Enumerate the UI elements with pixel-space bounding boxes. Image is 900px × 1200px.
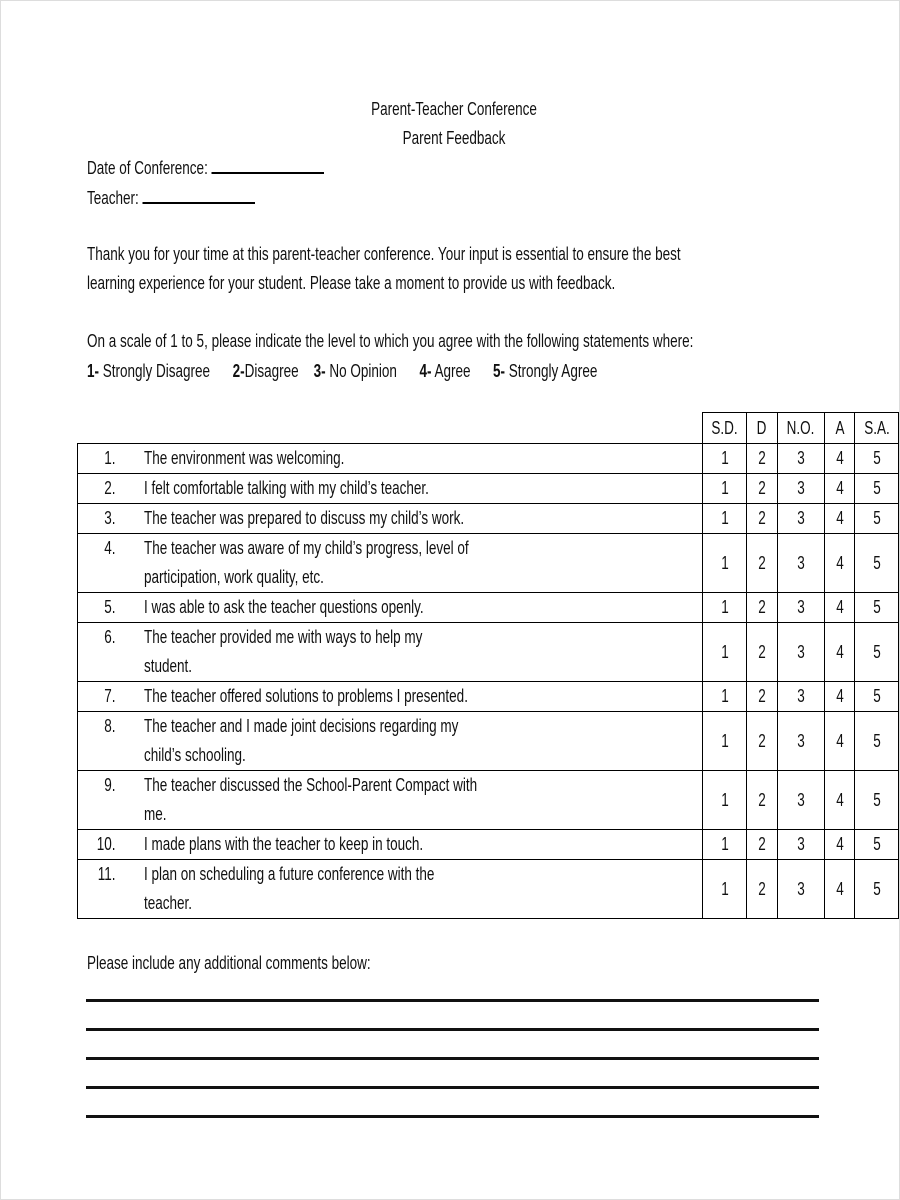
rating-value: 2 (758, 686, 766, 706)
question-text: The teacher provided me with ways to help my (144, 627, 423, 647)
scale-intro: On a scale of 1 to 5, please indicate the level to which you agree with the following statements where: (87, 331, 694, 351)
question-cell (78, 682, 703, 712)
question-number: 11. (97, 864, 116, 884)
rating-value: 4 (835, 878, 844, 899)
question-number: 4. (104, 538, 116, 558)
rating-option[interactable] (747, 771, 778, 830)
rating-value: 5 (872, 478, 881, 498)
rating-value: 1 (720, 478, 729, 498)
rating-value: 5 (872, 641, 881, 662)
question-number: 2. (104, 478, 116, 498)
rating-value: 3 (797, 552, 805, 573)
rating-option[interactable] (825, 623, 855, 682)
column-header: S.D. (703, 413, 747, 444)
question-number: 9. (104, 775, 116, 795)
question-number: 3. (104, 508, 116, 528)
column-header: A (825, 413, 855, 444)
rating-value: 3 (797, 448, 805, 468)
rating-value: 5 (872, 448, 881, 468)
question-number: 1. (104, 448, 116, 468)
rating-option[interactable] (825, 712, 855, 771)
question-text: teacher. (144, 893, 193, 913)
rating-value: 3 (797, 597, 805, 617)
rating-value: 4 (835, 508, 844, 528)
rating-option[interactable] (825, 830, 855, 860)
document-title: Parent-Teacher Conference (371, 99, 537, 119)
question-cell (78, 534, 703, 593)
rating-value: 4 (835, 686, 844, 706)
rating-option[interactable] (855, 623, 899, 682)
scale-label: Strongly Agree (505, 361, 598, 381)
rating-option[interactable] (777, 534, 824, 593)
feedback-table (77, 412, 899, 919)
rating-option[interactable] (747, 593, 778, 623)
question-text: The teacher offered solutions to problems I presented. (144, 686, 468, 706)
rating-option[interactable] (703, 623, 747, 682)
rating-option[interactable] (855, 534, 899, 593)
rating-value: 3 (797, 834, 805, 854)
rating-option[interactable] (825, 534, 855, 593)
table-row (78, 860, 899, 919)
rating-value: 3 (797, 686, 805, 706)
rating-value: 2 (758, 834, 766, 854)
rating-value: 5 (872, 834, 881, 854)
question-text: The teacher discussed the School-Parent Compact with (144, 775, 478, 795)
question-text: participation, work quality, etc. (144, 567, 324, 587)
rating-value: 2 (758, 508, 766, 528)
rating-value: 5 (872, 789, 881, 810)
comment-line[interactable] (86, 1028, 819, 1031)
rating-option[interactable] (855, 444, 899, 474)
rating-value: 2 (758, 552, 766, 573)
rating-value: 1 (720, 834, 729, 854)
rating-option[interactable] (703, 593, 747, 623)
rating-option[interactable] (747, 474, 778, 504)
rating-value: 2 (758, 448, 766, 468)
rating-option[interactable] (703, 444, 747, 474)
question-cell (78, 504, 703, 534)
rating-value: 5 (872, 730, 881, 751)
rating-value: 1 (720, 641, 729, 662)
comment-line[interactable] (86, 1115, 819, 1118)
rating-option[interactable] (825, 593, 855, 623)
scale-num: 1- (87, 361, 100, 381)
empty-header-cell (78, 413, 703, 444)
rating-value: 2 (758, 597, 766, 617)
scale-label: Disagree (244, 361, 299, 381)
rating-option[interactable] (777, 771, 824, 830)
rating-value: 5 (872, 508, 881, 528)
rating-value: 4 (835, 597, 844, 617)
question-cell (78, 623, 703, 682)
rating-option[interactable] (747, 534, 778, 593)
rating-option[interactable] (825, 474, 855, 504)
rating-value: 1 (720, 508, 729, 528)
question-cell (78, 860, 703, 919)
rating-option[interactable] (747, 504, 778, 534)
rating-value: 4 (835, 834, 844, 854)
rating-option[interactable] (777, 474, 824, 504)
rating-value: 1 (720, 878, 729, 899)
rating-value: 2 (758, 478, 766, 498)
question-text: me. (144, 804, 167, 824)
teacher-blank[interactable] (143, 186, 256, 204)
rating-option[interactable] (703, 504, 747, 534)
question-cell (78, 771, 703, 830)
column-header: N.O. (777, 413, 824, 444)
rating-option[interactable] (777, 682, 824, 712)
rating-value: 1 (720, 789, 729, 810)
table-row (78, 593, 899, 623)
scale-label: Strongly Disagree (99, 361, 211, 381)
teacher-label: Teacher: (87, 188, 139, 208)
question-number: 6. (104, 627, 116, 647)
rating-value: 2 (758, 878, 766, 899)
rating-option[interactable] (747, 623, 778, 682)
rating-option[interactable] (855, 860, 899, 919)
table-row (78, 830, 899, 860)
rating-value: 3 (797, 878, 805, 899)
rating-option[interactable] (777, 623, 824, 682)
rating-option[interactable] (855, 712, 899, 771)
question-text: The teacher and I made joint decisions regarding my (144, 716, 459, 736)
rating-value: 4 (835, 552, 844, 573)
question-text: I felt comfortable talking with my child’s teacher. (144, 478, 429, 498)
rating-option[interactable] (703, 712, 747, 771)
rating-option[interactable] (703, 771, 747, 830)
rating-value: 3 (797, 478, 805, 498)
question-number: 7. (104, 686, 116, 706)
rating-option[interactable] (825, 860, 855, 919)
rating-option[interactable] (825, 444, 855, 474)
rating-option[interactable] (747, 860, 778, 919)
rating-value: 4 (835, 789, 844, 810)
table-row (78, 444, 899, 474)
rating-value: 1 (720, 552, 729, 573)
rating-value: 4 (835, 448, 844, 468)
question-text: student. (144, 656, 193, 676)
question-number: 8. (104, 716, 116, 736)
comment-line[interactable] (86, 1057, 819, 1060)
rating-option[interactable] (747, 712, 778, 771)
rating-option[interactable] (777, 504, 824, 534)
date-label: Date of Conference: (87, 158, 208, 178)
rating-option[interactable] (747, 444, 778, 474)
column-header: D (747, 413, 778, 444)
question-cell (78, 830, 703, 860)
question-text: I plan on scheduling a future conference with the (144, 864, 435, 884)
rating-option[interactable] (825, 682, 855, 712)
question-text: The teacher was prepared to discuss my child’s work. (144, 508, 465, 528)
table-row (78, 623, 899, 682)
question-number: 10. (96, 834, 116, 854)
question-cell (78, 593, 703, 623)
date-blank[interactable] (212, 156, 325, 174)
question-cell (78, 474, 703, 504)
rating-option[interactable] (855, 771, 899, 830)
rating-value: 4 (835, 478, 844, 498)
table-row (78, 504, 899, 534)
rating-option[interactable] (777, 830, 824, 860)
teacher-field[interactable] (87, 186, 255, 209)
rating-value: 5 (872, 552, 881, 573)
intro-line-2: learning experience for your student. Please take a moment to provide us with feedback. (87, 273, 616, 293)
scale-num: 3- (313, 361, 326, 381)
question-text: I was able to ask the teacher questions openly. (144, 597, 424, 617)
question-cell (78, 444, 703, 474)
rating-value: 2 (758, 789, 766, 810)
table-row (78, 534, 899, 593)
rating-value: 5 (872, 597, 881, 617)
scale-label: Agree (431, 361, 471, 381)
table-header-row (78, 413, 899, 444)
rating-value: 5 (872, 686, 881, 706)
rating-option[interactable] (825, 504, 855, 534)
rating-value: 4 (835, 730, 844, 751)
rating-option[interactable] (855, 593, 899, 623)
question-text: The teacher was aware of my child’s progress, level of (144, 538, 469, 558)
rating-option[interactable] (855, 504, 899, 534)
table-row (78, 712, 899, 771)
intro-line-1: Thank you for your time at this parent-teacher conference. Your input is essential to ensure the best (87, 244, 681, 264)
rating-value: 1 (720, 448, 729, 468)
rating-value: 5 (872, 878, 881, 899)
comments-label: Please include any additional comments below: (87, 953, 371, 973)
rating-option[interactable] (703, 474, 747, 504)
date-field[interactable] (87, 156, 324, 179)
question-text: I made plans with the teacher to keep in touch. (144, 834, 424, 854)
scale-num: 2- (232, 361, 245, 381)
rating-value: 3 (797, 789, 805, 810)
rating-option[interactable] (855, 682, 899, 712)
rating-option[interactable] (747, 682, 778, 712)
rating-option[interactable] (777, 860, 824, 919)
comment-line[interactable] (86, 1086, 819, 1089)
document-subtitle: Parent Feedback (402, 128, 506, 148)
scale-num: 4- (419, 361, 432, 381)
rating-option[interactable] (703, 534, 747, 593)
rating-option[interactable] (747, 830, 778, 860)
table-row (78, 682, 899, 712)
question-text: child’s schooling. (144, 745, 246, 765)
scale-legend (87, 360, 597, 382)
rating-value: 3 (797, 508, 805, 528)
rating-value: 3 (797, 730, 805, 751)
rating-option[interactable] (825, 771, 855, 830)
question-text: The environment was welcoming. (144, 448, 345, 468)
comment-line[interactable] (86, 999, 819, 1002)
rating-value: 1 (720, 730, 729, 751)
rating-option[interactable] (855, 474, 899, 504)
rating-value: 2 (758, 730, 766, 751)
rating-option[interactable] (703, 860, 747, 919)
question-cell (78, 712, 703, 771)
rating-option[interactable] (855, 830, 899, 860)
rating-option[interactable] (777, 593, 824, 623)
table-row (78, 474, 899, 504)
table-row (78, 771, 899, 830)
rating-value: 1 (720, 597, 729, 617)
question-number: 5. (104, 597, 116, 617)
rating-value: 3 (797, 641, 805, 662)
rating-value: 1 (720, 686, 729, 706)
rating-value: 2 (758, 641, 766, 662)
column-header: S.A. (855, 413, 899, 444)
scale-label: No Opinion (325, 361, 397, 381)
rating-option[interactable] (777, 444, 824, 474)
rating-option[interactable] (703, 682, 747, 712)
rating-value: 4 (835, 641, 844, 662)
rating-option[interactable] (777, 712, 824, 771)
scale-num: 5- (493, 361, 506, 381)
rating-option[interactable] (703, 830, 747, 860)
